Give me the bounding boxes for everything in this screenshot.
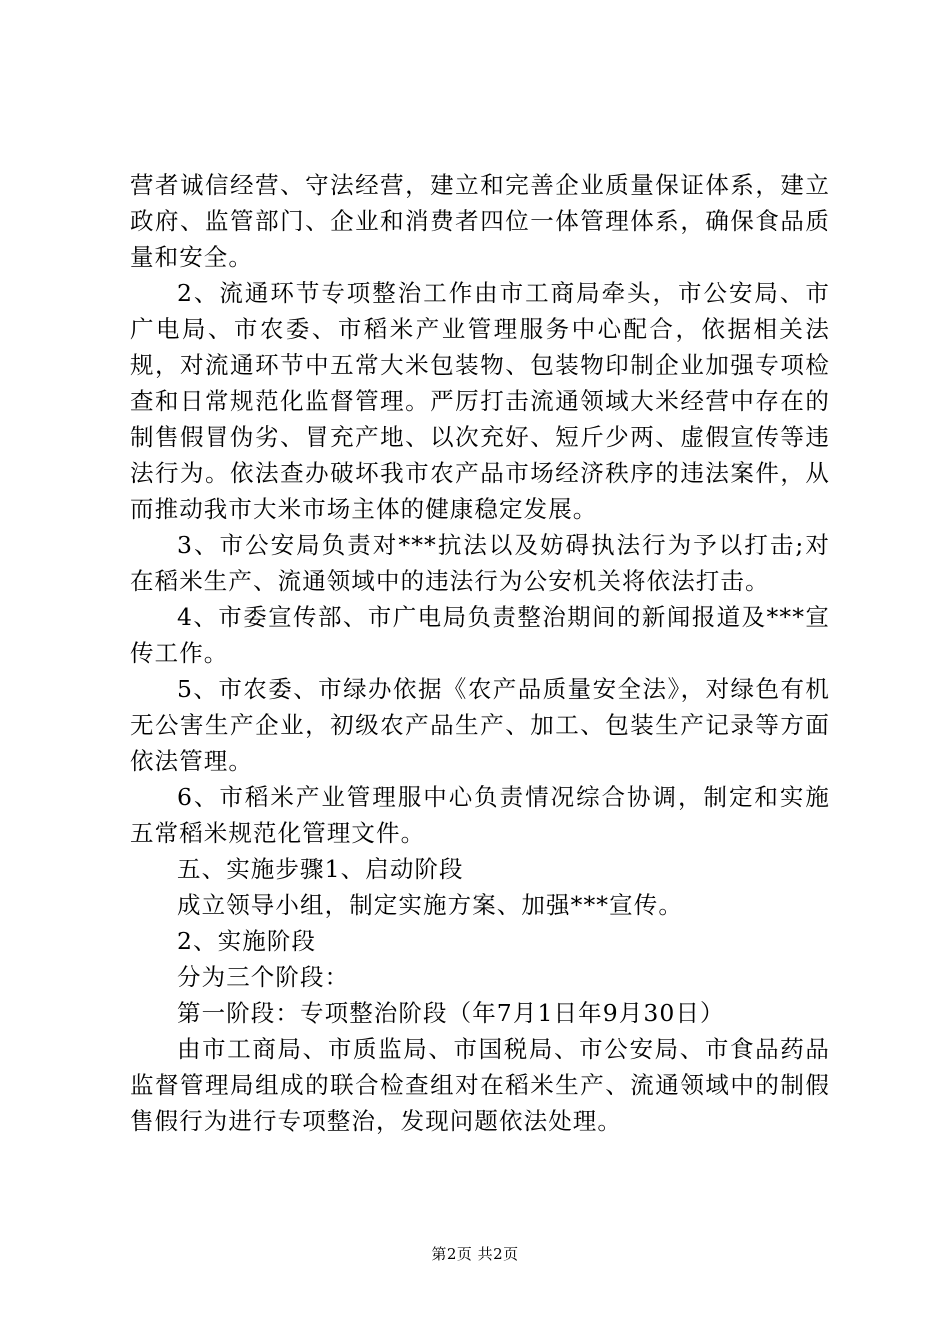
paragraph-launch-stage: 成立领导小组，制定实施方案、加强***宣传。 <box>177 891 683 919</box>
paragraph-continuation: 营者诚信经营、守法经营，建立和完善企业质量保证体系，建立政府、监管部门、企业和消费者四位一体管理体系，确保食品质量和安全。 <box>130 171 830 271</box>
subheading-stage-one: 第一阶段：专项整治阶段（年7月1日年9月30日） <box>177 999 725 1027</box>
section-heading-implementation-steps: 五、实施步骤1、启动阶段 <box>177 855 464 883</box>
page-footer: 第2页 共2页 <box>431 1245 519 1263</box>
paragraph-item-5: 5、市农委、市绿办依据《农产品质量安全法》，对绿色有机无公害生产企业，初级农产品生产、加工、包装生产记录等方面依法管理。 <box>130 675 830 775</box>
paragraph-item-6: 6、市稻米产业管理服中心负责情况综合协调，制定和实施五常稻米规范化管理文件。 <box>130 783 830 847</box>
paragraph-item-4: 4、市委宣传部、市广电局负责整治期间的新闻报道及***宣传工作。 <box>130 603 830 667</box>
paragraph-stage-one-detail: 由市工商局、市质监局、市国税局、市公安局、市食品药品监督管理局组成的联合检查组对在稻米生产、流通领域中的制假售假行为进行专项整治，发现问题依法处理。 <box>130 1035 830 1135</box>
paragraph-item-2: 2、流通环节专项整治工作由市工商局牵头，市公安局、市广电局、市农委、市稻米产业管理服务中心配合，依据相关法规，对流通环节中五常大米包装物、包装物印制企业加强专项检查和日常规范化监督管理。严厉打击流通领域大米经营中存在的制售假冒伪劣、冒充产地、以次充好、短斤少两、虚假宣传等违法行为。依法查办破坏我市农产品市场经济秩序的违法案件，从而推动我市大米市场主体的健康稳定发展。 <box>130 279 830 523</box>
subheading-implementation-stage: 2、实施阶段 <box>177 927 317 955</box>
paragraph-three-stages: 分为三个阶段： <box>177 963 350 991</box>
paragraph-item-3: 3、市公安局负责对***抗法以及妨碍执法行为予以打击;对在稻米生产、流通领域中的违法行为公安机关将依法打击。 <box>130 531 830 595</box>
document-body <box>130 167 830 1139</box>
